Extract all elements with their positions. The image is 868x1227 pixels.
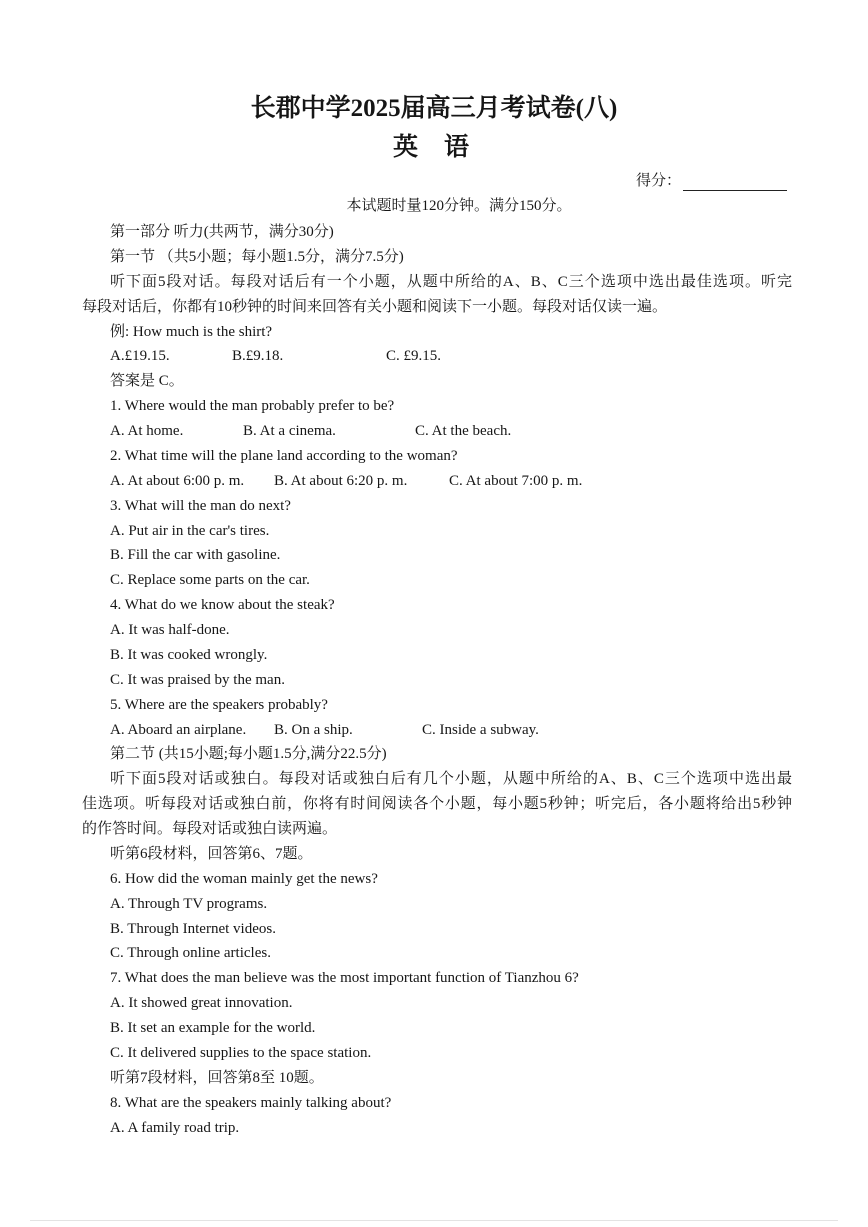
option-a: A.£19.15. <box>110 348 170 365</box>
material-6-note: 听第6段材料，回答第6、7题。 <box>110 845 313 862</box>
option-b: B. On a ship. <box>274 721 353 738</box>
question-7-option-b: B. It set an example for the world. <box>110 1020 316 1036</box>
question-4-option-b: B. It was cooked wrongly. <box>110 646 268 663</box>
question-3-option-a: A. Put air in the car's tires. <box>110 522 270 539</box>
page-bottom-rule <box>30 1220 838 1221</box>
question-3: 3. What will the man do next? <box>110 497 291 514</box>
material-7-note: 听第7段材料，回答第8至 10题。 <box>110 1069 324 1086</box>
exam-title: 长郡中学2025届高三月考试卷(八) <box>250 95 618 122</box>
option-b: B. At a cinema. <box>243 423 336 439</box>
part1-heading: 第一部分 听力(共两节，满分30分) <box>110 224 334 240</box>
question-6-option-a: A. Through TV programs. <box>110 895 268 912</box>
question-6: 6. How did the woman mainly get the news? <box>110 870 378 887</box>
example-question: 例: How much is the shirt? <box>110 323 273 340</box>
question-1: 1. Where would the man probably prefer to be? <box>110 398 395 415</box>
question-4-option-a: A. It was half-done. <box>110 622 230 638</box>
option-b: B.£9.18. <box>232 348 284 365</box>
section1-heading: 第一节 （共5小题；每小题1.5分，满分7.5分) <box>110 248 404 265</box>
section2-instructions-line: 听下面5段对话或独白。每段对话或独白后有几个小题，从题中所给的A、B、C三个选项中选出最 <box>110 771 792 788</box>
question-6-option-b: B. Through Internet videos. <box>110 920 276 937</box>
option-c: C. At the beach. <box>415 423 512 439</box>
timing-note: 本试题时量120分钟。满分150分。 <box>346 198 572 214</box>
question-3-option-c: C. Replace some parts on the car. <box>110 572 310 589</box>
question-7-option-c: C. It delivered supplies to the space station. <box>110 1044 372 1061</box>
exam-body <box>82 220 792 1140</box>
question-7-option-a: A. It showed great innovation. <box>110 995 293 1012</box>
question-5: 5. Where are the speakers probably? <box>110 696 328 713</box>
section1-instructions-line: 每段对话后，你都有10秒钟的时间来回答有关小题和阅读下一小题。每段对话仅读一遍。 <box>82 298 668 315</box>
option-a: A. At about 6:00 p. m. <box>110 472 245 489</box>
question-7: 7. What does the man believe was the most important function of Tianzhou 6? <box>110 970 579 987</box>
question-4-option-c: C. It was praised by the man. <box>110 671 285 688</box>
option-c: C. £9.15. <box>386 348 442 365</box>
option-c: C. At about 7:00 p. m. <box>449 472 583 489</box>
section2-instructions-line: 的作答时间。每段对话或独白读两遍。 <box>82 821 338 837</box>
option-c: C. Inside a subway. <box>422 721 539 738</box>
option-b: B. At about 6:20 p. m. <box>274 472 408 489</box>
section2-heading: 第二节 (共15小题;每小题1.5分,满分22.5分) <box>110 746 387 763</box>
score-blank-line <box>683 176 787 191</box>
question-2-options <box>82 469 792 494</box>
score-field <box>636 171 787 191</box>
section1-instructions-line: 听下面5段对话。每段对话后有一个小题，从题中所给的A、B、C三个选项中选出最佳选项。听完 <box>110 273 792 290</box>
question-3-option-b: B. Fill the car with gasoline. <box>110 547 281 564</box>
option-a: A. Aboard an airplane. <box>110 721 247 738</box>
section2-instructions-line: 佳选项。听每段对话或独白前，你将有时间阅读各个小题，每小题5秒钟；听完后，各小题将给出5秒钟 <box>82 796 792 813</box>
question-6-option-c: C. Through online articles. <box>110 945 271 962</box>
score-label: 得分： <box>636 173 682 189</box>
subject-title: 英语 <box>392 134 495 161</box>
example-options <box>82 344 792 369</box>
question-1-options <box>82 419 792 444</box>
question-8-option-a: A. A family road trip. <box>110 1119 240 1136</box>
option-a: A. At home. <box>110 423 184 439</box>
example-answer: 答案是 C。 <box>110 373 184 390</box>
question-5-options <box>82 718 792 743</box>
question-2: 2. What time will the plane land according to the woman? <box>110 447 458 464</box>
question-4: 4. What do we know about the steak? <box>110 597 335 614</box>
question-8: 8. What are the speakers mainly talking about? <box>110 1094 392 1111</box>
